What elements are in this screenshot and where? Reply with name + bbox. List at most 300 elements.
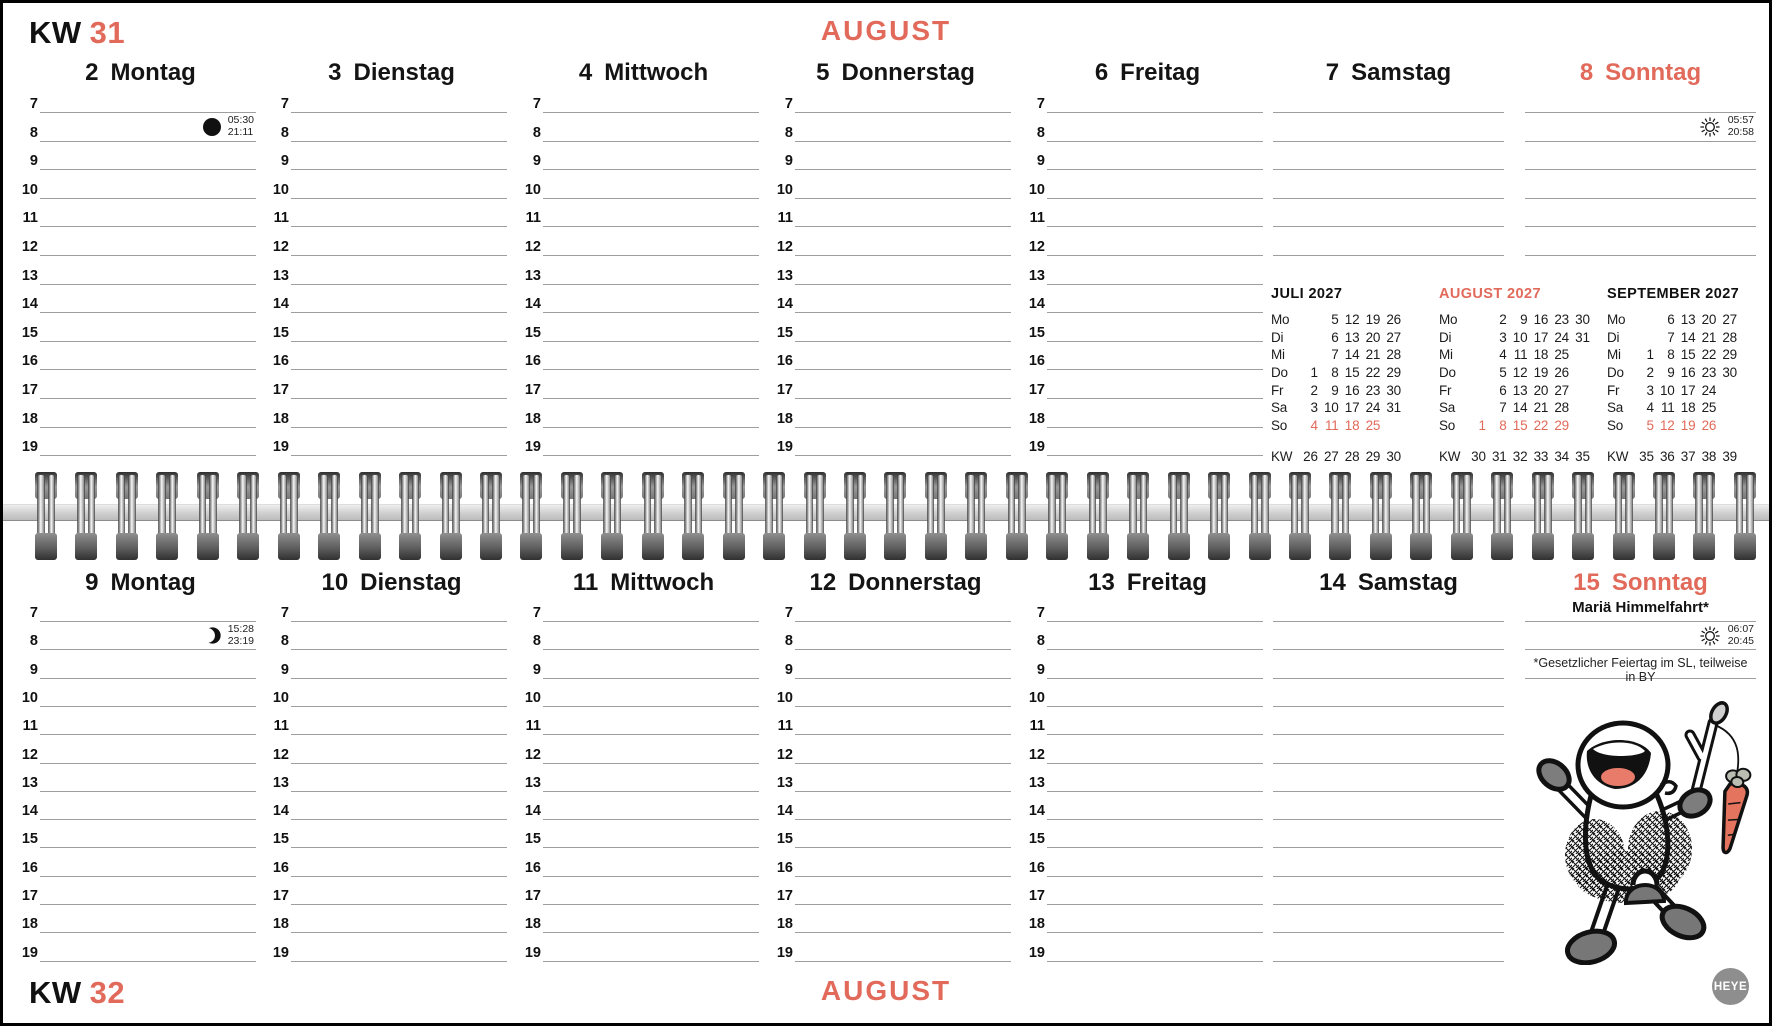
hour-label: 10	[272, 181, 289, 198]
hour-label: 8	[532, 124, 541, 141]
day-header	[1273, 59, 1504, 87]
weekday-label: Mi	[1607, 347, 1621, 363]
binding-loop	[763, 472, 785, 560]
binding-loop	[884, 472, 906, 560]
binding-loop	[965, 472, 987, 560]
date-cell: 3	[1646, 382, 1654, 398]
binding-cap	[1572, 472, 1594, 499]
binding-loop	[1127, 472, 1149, 560]
date-cell: 14	[1512, 400, 1528, 416]
hour-label: 19	[272, 439, 289, 456]
astro-time-rise: 05:30	[227, 114, 254, 126]
date-cell: 16	[1533, 312, 1549, 328]
binding-loop	[844, 472, 866, 560]
binding-wire	[1171, 475, 1177, 557]
hour-line	[543, 706, 759, 707]
hour-label: 13	[776, 774, 793, 791]
date-cell: 2	[1310, 382, 1318, 398]
hour-line	[1047, 734, 1263, 735]
date-cell: 24	[1365, 400, 1381, 416]
date-cell: 23	[1365, 382, 1381, 398]
hour-label: 8	[784, 124, 793, 141]
binding-loop	[116, 472, 138, 560]
kw-cell: 31	[1491, 449, 1507, 465]
hour-label: 14	[272, 296, 289, 313]
day-header	[528, 569, 759, 597]
binding-wire	[928, 475, 934, 557]
hour-line	[795, 398, 1011, 399]
day-header	[25, 569, 256, 597]
hour-label: 16	[1028, 353, 1045, 370]
binding-wire	[200, 475, 206, 557]
binding-wire	[170, 475, 176, 557]
binding-loop	[925, 472, 947, 560]
kw-cell: 38	[1701, 449, 1717, 465]
hour-line	[40, 284, 256, 285]
binding-wire	[685, 475, 691, 557]
hour-label: 14	[524, 296, 541, 313]
hour-line	[1273, 226, 1504, 227]
mini-calendar	[1607, 286, 1757, 466]
hour-line	[40, 226, 256, 227]
date-cell: 15	[1344, 365, 1360, 381]
hour-label: 15	[1028, 324, 1045, 341]
astro-time-rise: 15:28	[227, 623, 254, 635]
day-number: 13	[1088, 569, 1115, 596]
hour-line	[40, 678, 256, 679]
hour-label: 11	[22, 718, 38, 735]
hour-line	[40, 427, 256, 428]
binding-wire	[1454, 475, 1460, 557]
binding-cap	[399, 533, 421, 560]
binding-wire	[777, 475, 783, 557]
binding-cap	[1168, 472, 1190, 499]
binding-wire	[1019, 475, 1025, 557]
day-header	[1032, 59, 1263, 87]
hour-label: 12	[524, 746, 541, 763]
binding-wire	[1707, 475, 1713, 557]
hour-label: 16	[776, 859, 793, 876]
hour-line	[40, 369, 256, 370]
hour-label: 16	[524, 859, 541, 876]
binding-wire	[1413, 475, 1419, 557]
date-cell: 8	[1667, 347, 1675, 363]
hour-line	[795, 819, 1011, 820]
date-cell: 10	[1512, 329, 1528, 345]
hour-line	[543, 734, 759, 735]
binding-cap	[682, 533, 704, 560]
day-name: Samstag	[1357, 569, 1458, 596]
hour-line	[1047, 112, 1263, 113]
hour-line	[40, 621, 256, 622]
calendar-row	[1271, 399, 1413, 417]
hour-label: 16	[21, 859, 38, 876]
weekday-label: Mo	[1439, 312, 1458, 328]
binding-cap	[480, 472, 502, 499]
hour-line	[1273, 141, 1504, 142]
hour-line	[1525, 226, 1756, 227]
hour-label: 18	[1028, 916, 1045, 933]
date-cell: 21	[1365, 347, 1381, 363]
binding-cap	[1289, 472, 1311, 499]
binding-cap	[480, 533, 502, 560]
hour-line	[1047, 678, 1263, 679]
binding-cap	[884, 533, 906, 560]
hour-label: 9	[29, 661, 38, 678]
hour-line	[40, 198, 256, 199]
hour-line	[1273, 847, 1504, 848]
date-cell: 1	[1478, 417, 1486, 433]
binding-loop	[1046, 472, 1068, 560]
date-cell: 11	[1513, 347, 1528, 363]
date-cell: 5	[1499, 365, 1507, 381]
day-name: Montag	[110, 569, 196, 596]
hour-label: 9	[280, 153, 289, 170]
binding-wire	[1737, 475, 1743, 557]
hour-label: 18	[776, 410, 793, 427]
day-name: Mittwoch	[604, 59, 709, 86]
hour-label: 14	[776, 296, 793, 313]
calendar-row	[1607, 329, 1757, 347]
hour-line	[1273, 763, 1504, 764]
binding-cap	[1289, 533, 1311, 560]
binding-wire	[159, 475, 165, 557]
hour-line	[543, 198, 759, 199]
hour-line	[40, 961, 256, 962]
date-cell: 7	[1331, 347, 1339, 363]
date-cell: 1	[1646, 347, 1654, 363]
binding-wire	[321, 475, 327, 557]
binding-wire	[291, 475, 297, 557]
weekday-label: Fr	[1271, 382, 1284, 398]
hour-label: 9	[784, 153, 793, 170]
binding-cap	[1410, 472, 1432, 499]
hour-label: 15	[272, 324, 289, 341]
hour-line	[291, 904, 507, 905]
hour-line	[291, 961, 507, 962]
binding-cap	[1491, 472, 1513, 499]
hour-line	[40, 112, 256, 113]
binding-wire	[89, 475, 95, 557]
hour-label: 16	[776, 353, 793, 370]
binding-cap	[642, 533, 664, 560]
hour-line	[291, 763, 507, 764]
hour-line	[291, 255, 507, 256]
binding-cap	[1208, 472, 1230, 499]
weekday-label: So	[1439, 417, 1456, 433]
date-cell: 16	[1680, 365, 1696, 381]
weekday-label: Mi	[1439, 347, 1453, 363]
binding-wire	[443, 475, 449, 557]
hour-label: 7	[532, 96, 541, 112]
date-cell: 11	[1660, 400, 1675, 416]
hour-line	[543, 226, 759, 227]
hour-line	[795, 427, 1011, 428]
hour-line	[1047, 255, 1263, 256]
date-cell: 31	[1575, 329, 1590, 345]
binding-cap	[1734, 472, 1756, 499]
binding-wire	[1181, 475, 1187, 557]
binding-cap	[1127, 533, 1149, 560]
hour-label: 9	[1036, 153, 1045, 170]
calendar-row	[1271, 381, 1413, 399]
hour-label: 7	[1036, 605, 1045, 621]
hour-label: 7	[1036, 96, 1045, 112]
date-cell: 11	[1324, 417, 1339, 433]
day-number: 12	[809, 569, 837, 596]
date-cell: 25	[1365, 417, 1381, 433]
binding-wire	[979, 475, 985, 557]
hour-line	[1273, 734, 1504, 735]
hour-line	[1273, 932, 1504, 933]
hour-line	[1047, 427, 1263, 428]
binding-wire	[604, 475, 610, 557]
binding-cap	[723, 533, 745, 560]
binding-cap	[763, 472, 785, 499]
binding-cap	[1410, 533, 1432, 560]
date-cell: 18	[1344, 417, 1360, 433]
hour-label: 13	[21, 267, 38, 284]
hour-line	[1047, 819, 1263, 820]
binding-cap	[1734, 533, 1756, 560]
binding-wire	[483, 475, 489, 557]
weekday-label: Sa	[1271, 400, 1288, 416]
hour-label: 10	[776, 181, 793, 198]
hour-label: 9	[532, 661, 541, 678]
date-cell: 9	[1331, 382, 1339, 398]
hour-label: 15	[1028, 831, 1045, 848]
hour-label: 9	[280, 661, 289, 678]
hour-label: 12	[272, 746, 289, 763]
binding-wire	[1586, 475, 1592, 557]
date-cell: 19	[1533, 365, 1549, 381]
day-header	[276, 59, 507, 87]
binding-cap	[601, 533, 623, 560]
calendar-row	[1439, 311, 1599, 329]
day-name: Montag	[110, 59, 196, 86]
date-cell: 7	[1499, 400, 1507, 416]
weekday-label: Di	[1439, 329, 1452, 345]
hour-line	[795, 932, 1011, 933]
hour-line	[1273, 621, 1504, 622]
binding-wire	[807, 475, 813, 557]
hour-line	[795, 706, 1011, 707]
weekday-label: Sa	[1607, 400, 1624, 416]
hour-label: 10	[21, 181, 38, 198]
hour-line	[40, 649, 256, 650]
date-cell: 7	[1667, 329, 1675, 345]
calendar-row	[1439, 399, 1599, 417]
day-header	[780, 59, 1011, 87]
day-number: 15	[1573, 569, 1600, 596]
date-cell: 5	[1331, 312, 1339, 328]
hour-label: 19	[524, 944, 541, 961]
binding-cap	[116, 472, 138, 499]
hour-label: 11	[777, 718, 793, 735]
publisher-logo: HEYE	[1712, 968, 1749, 1005]
calendar-row	[1271, 311, 1413, 329]
calendar-row	[1607, 381, 1757, 399]
binding-loop	[318, 472, 340, 560]
hour-label: 8	[280, 124, 289, 141]
binding-cap	[844, 533, 866, 560]
astro-info	[25, 623, 256, 648]
mascot-illustration	[1523, 693, 1758, 965]
hour-line	[795, 876, 1011, 877]
hour-line	[291, 734, 507, 735]
hour-label: 13	[272, 267, 289, 284]
hour-label: 10	[21, 689, 38, 706]
date-cell: 27	[1554, 382, 1569, 398]
date-cell: 20	[1533, 382, 1549, 398]
day-name: Dienstag	[353, 59, 455, 86]
hour-label: 18	[776, 916, 793, 933]
hour-label: 11	[1029, 718, 1045, 735]
hour-line	[291, 791, 507, 792]
hour-label: 8	[280, 633, 289, 650]
day-name: Samstag	[1351, 59, 1452, 86]
calendar-week-row	[1607, 448, 1757, 466]
hour-line	[795, 847, 1011, 848]
day-number: 11	[572, 569, 599, 596]
hour-label: 17	[272, 382, 289, 398]
astro-times	[1728, 115, 1754, 138]
day-name: Freitag	[1126, 569, 1207, 596]
hour-line	[1047, 312, 1263, 313]
hour-label: 13	[1028, 774, 1045, 791]
hour-label: 8	[29, 124, 38, 141]
hour-line	[40, 904, 256, 905]
hour-line	[543, 312, 759, 313]
hour-line	[1273, 649, 1504, 650]
calendar-row	[1271, 417, 1413, 435]
binding-wire	[78, 475, 84, 557]
kw-cell: 26	[1303, 449, 1318, 465]
hour-line	[795, 621, 1011, 622]
calendar-row	[1607, 346, 1757, 364]
binding-wire	[493, 475, 499, 557]
hour-line	[1047, 398, 1263, 399]
calendar-row	[1607, 417, 1757, 435]
hour-line	[40, 819, 256, 820]
kw-cell: 39	[1722, 449, 1737, 465]
binding-wire	[1049, 475, 1055, 557]
hour-line	[543, 847, 759, 848]
binding-wire	[38, 475, 44, 557]
date-cell: 30	[1386, 382, 1401, 398]
hour-line	[291, 932, 507, 933]
date-cell: 27	[1722, 312, 1737, 328]
hour-line	[1047, 961, 1263, 962]
hour-line	[291, 284, 507, 285]
hour-line	[543, 112, 759, 113]
date-cell: 1	[1310, 365, 1318, 381]
binding-loop	[520, 472, 542, 560]
hour-line	[543, 649, 759, 650]
binding-cap	[601, 472, 623, 499]
binding-wire	[453, 475, 459, 557]
hour-line	[795, 284, 1011, 285]
binding-wire	[402, 475, 408, 557]
hour-line	[291, 312, 507, 313]
binding-cap	[1249, 533, 1271, 560]
calendar-row	[1607, 364, 1757, 382]
hour-label: 11	[525, 718, 541, 735]
hour-line	[1273, 961, 1504, 962]
binding-wire	[1252, 475, 1258, 557]
binding-wire	[696, 475, 702, 557]
hour-label: 15	[524, 831, 541, 848]
binding-cap	[440, 533, 462, 560]
hour-label: 13	[1028, 267, 1045, 284]
kw-cell: 27	[1323, 449, 1339, 465]
binding-wire	[574, 475, 580, 557]
binding-cap	[197, 472, 219, 499]
date-cell: 17	[1533, 329, 1549, 345]
hour-line	[795, 141, 1011, 142]
binding-loop	[75, 472, 97, 560]
binding-wire	[1332, 475, 1338, 557]
astro-time-set: 20:58	[1727, 125, 1754, 138]
hour-line	[1273, 255, 1504, 256]
weekday-label: So	[1271, 417, 1288, 433]
weekday-label: Mo	[1271, 312, 1290, 328]
binding-cap	[1006, 533, 1028, 560]
binding-loop	[278, 472, 300, 560]
date-cell: 26	[1386, 312, 1401, 328]
hour-label: 19	[21, 439, 38, 456]
date-cell: 18	[1533, 347, 1549, 363]
hour-line	[1047, 455, 1263, 456]
calendar-row	[1439, 364, 1599, 382]
binding-wire	[332, 475, 338, 557]
hour-line	[291, 427, 507, 428]
binding-cap	[278, 533, 300, 560]
day-number: 6	[1094, 59, 1109, 86]
hour-label: 13	[776, 267, 793, 284]
weekday-label: Do	[1439, 365, 1456, 381]
date-cell: 12	[1344, 312, 1360, 328]
binding-cap	[1693, 533, 1715, 560]
binding-wire	[1575, 475, 1581, 557]
hour-label: 11	[22, 210, 38, 227]
date-cell: 10	[1659, 382, 1675, 398]
hour-line	[543, 678, 759, 679]
date-cell: 25	[1701, 400, 1717, 416]
kw-cell: 34	[1554, 449, 1569, 465]
binding-cap	[1370, 533, 1392, 560]
hour-line	[543, 369, 759, 370]
hour-line	[1047, 141, 1263, 142]
hour-line	[795, 763, 1011, 764]
binding-cap	[642, 472, 664, 499]
hour-line	[291, 706, 507, 707]
day-number: 5	[816, 59, 830, 86]
binding-wire	[564, 475, 570, 557]
hour-line	[543, 341, 759, 342]
hour-label: 17	[21, 888, 38, 904]
date-cell: 2	[1499, 312, 1507, 328]
binding-wire	[1292, 475, 1298, 557]
binding-cap	[1087, 533, 1109, 560]
hour-line	[1273, 112, 1504, 113]
date-cell: 29	[1386, 365, 1401, 381]
hour-label: 15	[21, 324, 38, 341]
hour-label: 14	[1028, 803, 1045, 820]
weekday-label: Di	[1271, 329, 1284, 345]
day-number: 8	[1579, 59, 1594, 86]
binding-wire	[1211, 475, 1217, 557]
